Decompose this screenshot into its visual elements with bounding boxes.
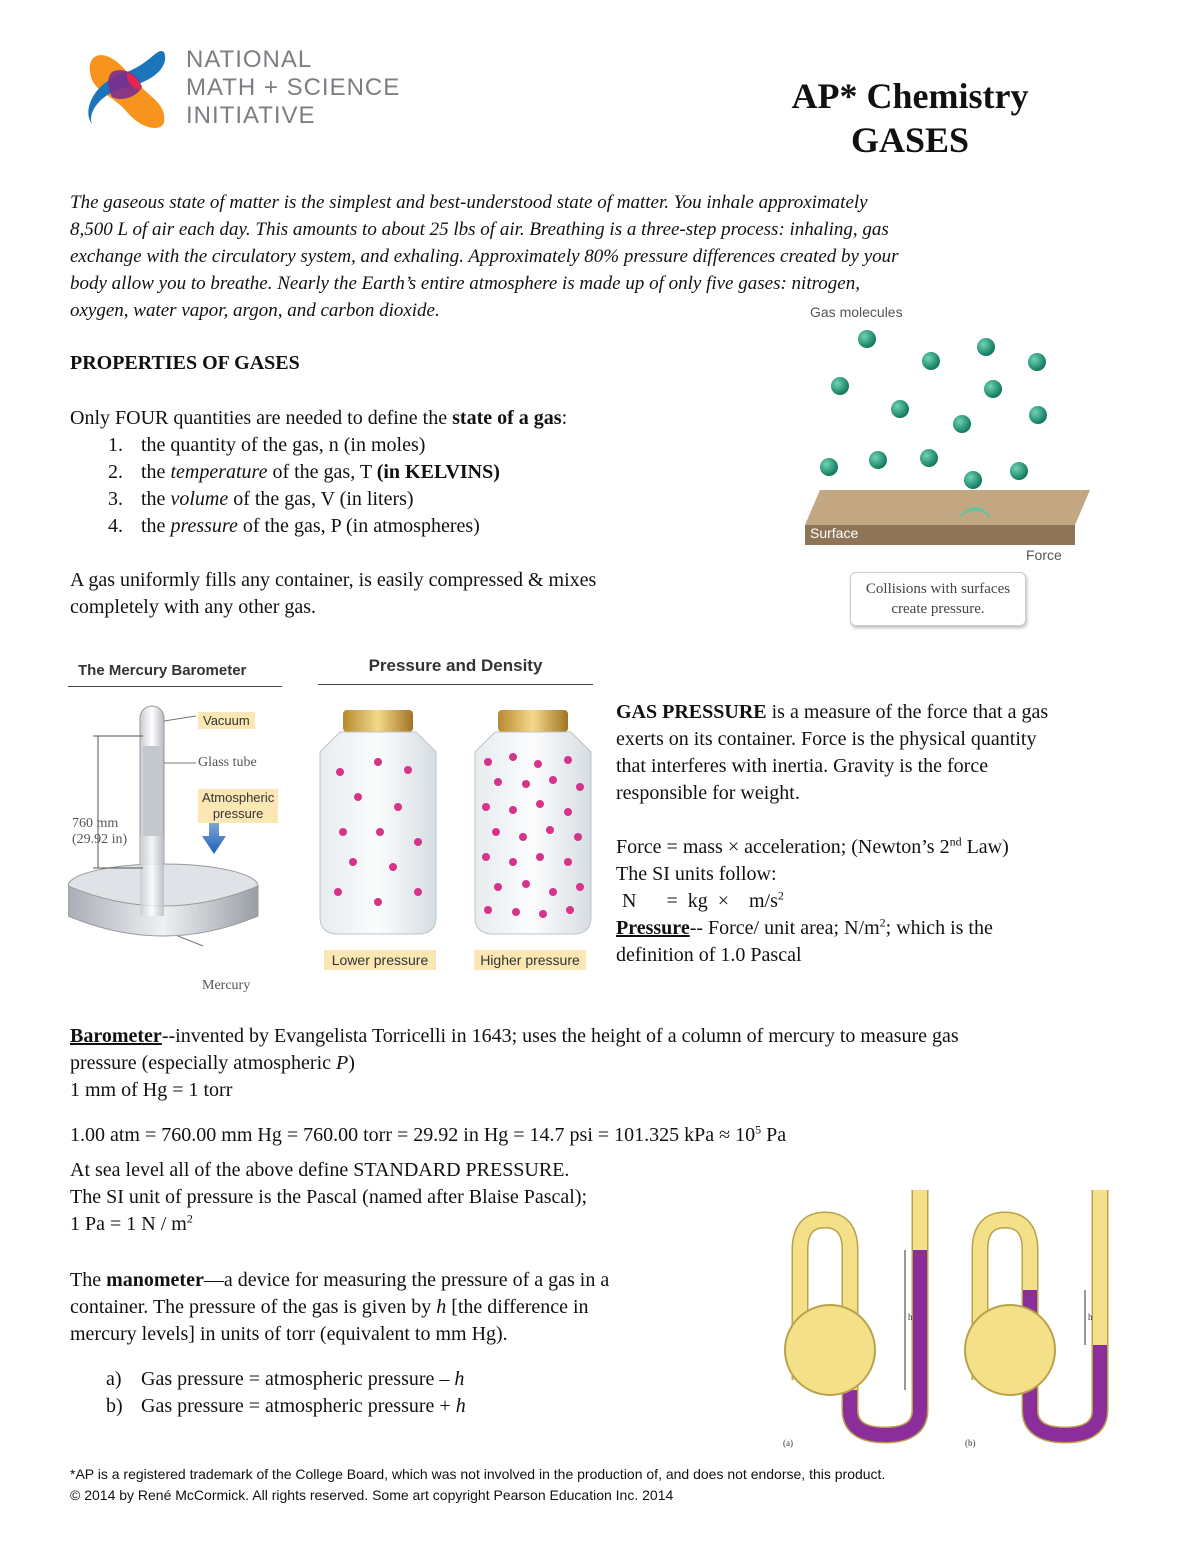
- gas-pressure-lead: GAS PRESSURE: [616, 701, 767, 723]
- list-item: [108, 486, 500, 513]
- mercury-label: Mercury: [202, 978, 251, 993]
- units-text: N = kg × m/s: [622, 890, 778, 912]
- pascal-line: definition of 1.0 Pascal: [616, 944, 802, 966]
- atm-line: pressure: [212, 806, 264, 821]
- barometer-line: 1 mm of Hg = 1 torr: [70, 1079, 233, 1101]
- force-text: Force = mass × acceleration; (Newton’s 2: [616, 836, 950, 858]
- surface-label: Surface: [810, 525, 859, 541]
- item-text: Gas pressure = atmospheric pressure +: [141, 1395, 456, 1417]
- list-item: [108, 513, 500, 540]
- manometer-a: [783, 1190, 920, 1448]
- barometer-text: ): [348, 1052, 355, 1074]
- intro-line: body allow you to breathe. Nearly the Earth’s entire atmosphere is made up of only five gases: nitrogen,: [70, 273, 860, 294]
- item-label: a): [106, 1368, 122, 1390]
- manometer-line: [70, 1267, 750, 1294]
- height-line: 760 mm: [72, 816, 119, 831]
- barometer-text: --invented by Evangelista Torricelli in 1643; uses the height of a column of mercury to measure gas: [161, 1025, 959, 1047]
- caption-line: create pressure.: [891, 601, 985, 617]
- gas-fills-text: [70, 567, 596, 621]
- properties-lead: [70, 405, 567, 432]
- item-text: the: [141, 488, 171, 510]
- conversion-text: Pa: [761, 1124, 787, 1146]
- svg-text:(b): (b): [965, 1438, 976, 1448]
- properties-heading: PROPERTIES OF GASES: [70, 352, 300, 374]
- item-text: of the gas, T: [267, 461, 377, 483]
- title-line-1: AP* Chemistry: [791, 76, 1029, 116]
- gas-pressure-line: exerts on its container. Force is the physical quantity: [616, 728, 1037, 750]
- force-text: Law): [961, 836, 1009, 858]
- page-footer: [70, 1464, 1150, 1506]
- lead-colon: :: [561, 407, 568, 429]
- molecules: [820, 330, 1047, 489]
- logo-line-3: INITIATIVE: [186, 102, 316, 129]
- footer-trademark: *AP is a registered trademark of the College Board, which was not involved in the production of, and does not endorse, this product.: [70, 1466, 886, 1482]
- gas-molecules-figure: [800, 300, 1090, 635]
- barometer-line: [70, 1023, 1160, 1050]
- lead-bold: state of a gas: [452, 407, 562, 429]
- properties-list: [108, 432, 500, 540]
- item-text: of the gas, V (in liters): [228, 488, 414, 510]
- footer-copyright: © 2014 by René McCormick. All rights reserved. Some art copyright Pearson Education Inc. 2014: [70, 1487, 674, 1503]
- list-item: [108, 432, 500, 459]
- item-italic: pressure: [170, 515, 238, 537]
- logo-line-2: MATH + SCIENCE: [186, 74, 401, 101]
- list-item: [108, 459, 500, 486]
- pressure-text: -- Force/ unit area; N/m: [689, 917, 880, 939]
- manometer-figure: [775, 1150, 1140, 1450]
- force-label: Force: [1026, 547, 1062, 563]
- higher-pressure-label: Higher pressure: [474, 950, 586, 970]
- collisions-caption: [850, 572, 1026, 626]
- manometer-text: The: [70, 1269, 107, 1291]
- pressure-text: ; which is the: [885, 917, 993, 939]
- vacuum-label: Vacuum: [198, 712, 255, 729]
- logo-line-1: NATIONAL: [186, 46, 313, 73]
- pressure-density-figure: [318, 654, 593, 984]
- height-label: [72, 816, 127, 848]
- manometer-line: [70, 1294, 750, 1321]
- manometer-italic: h: [436, 1296, 447, 1318]
- manometer-text: container. The pressure of the gas is given by: [70, 1296, 437, 1318]
- manometer-bold: manometer: [106, 1269, 204, 1291]
- item-text: the quantity of the gas, n (in moles): [141, 434, 426, 456]
- fills-line: completely with any other gas.: [70, 596, 317, 618]
- barometer-figure: [68, 656, 288, 1001]
- pascal-sup: 2: [186, 1211, 193, 1226]
- item-num: 1.: [108, 434, 123, 456]
- manometer-item: [70, 1366, 750, 1393]
- manometer-text: —a device for measuring the pressure of a gas in a: [203, 1269, 610, 1291]
- conversion-sup: 5: [755, 1122, 762, 1137]
- fills-line: A gas uniformly fills any container, is easily compressed & mixes: [70, 569, 597, 591]
- item-bold: (in KELVINS): [376, 461, 500, 483]
- manometer-line: mercury levels] in units of torr (equivalent to mm Hg).: [70, 1323, 508, 1345]
- gas-pressure-text: is a measure of the force that a gas: [766, 701, 1049, 723]
- manometer-b: [965, 1190, 1100, 1448]
- item-text: the: [141, 515, 171, 537]
- manometer-section: [70, 1267, 750, 1420]
- intro-line: The gaseous state of matter is the simplest and best-understood state of matter. You inhale approximately: [70, 192, 868, 213]
- intro-line: oxygen, water vapor, argon, and carbon dioxide.: [70, 300, 440, 321]
- intro-line: 8,500 L of air each day. This amounts to about 25 lbs of air. Breathing is a three-step process: inhaling, gas: [70, 219, 889, 240]
- svg-text:h: h: [1088, 1312, 1093, 1322]
- higher-pressure-jar: [475, 710, 591, 934]
- page-title: [740, 74, 1080, 162]
- height-line: (29.92 in): [72, 832, 128, 847]
- item-num: 4.: [108, 515, 123, 537]
- title-line-2: GASES: [850, 120, 970, 160]
- glass-tube-label: Glass tube: [198, 755, 257, 770]
- item-italic: volume: [170, 488, 229, 510]
- pressure-sup: 2: [879, 915, 886, 930]
- barometer-line: [70, 1050, 1160, 1077]
- item-text: the: [141, 461, 171, 483]
- si-units-line: The SI units follow:: [616, 863, 777, 885]
- item-italic: temperature: [170, 461, 268, 483]
- atmospheric-pressure-label: [198, 789, 278, 823]
- units-sup: 2: [777, 888, 784, 903]
- pascal-text: 1 Pa = 1 N / m: [70, 1213, 187, 1235]
- gas-pressure-line: [616, 699, 1156, 726]
- pressure-definition: [616, 915, 1156, 942]
- gas-pressure-section: [616, 699, 1156, 969]
- gas-pressure-line: responsible for weight.: [616, 782, 800, 804]
- barometer-lead: Barometer: [70, 1025, 162, 1047]
- item-var: h: [455, 1395, 466, 1417]
- gas-pressure-line: that interferes with inertia. Gravity is the force: [616, 755, 989, 777]
- svg-text:(a): (a): [783, 1438, 793, 1448]
- density-title: Pressure and Density: [368, 656, 543, 675]
- standard-pressure-line: At sea level all of the above define STANDARD PRESSURE.: [70, 1159, 570, 1181]
- conversion-line: [70, 1122, 1160, 1149]
- item-num: 3.: [108, 488, 123, 510]
- lead-text: Only FOUR quantities are needed to define the: [70, 407, 453, 429]
- svg-text:h: h: [908, 1312, 913, 1322]
- intro-line: exchange with the circulatory system, and exhaling. Approximately 80% pressure differences created by your: [70, 246, 899, 267]
- barometer-text: pressure (especially atmospheric: [70, 1052, 337, 1074]
- item-label: b): [106, 1395, 123, 1417]
- gas-molecules-label: Gas molecules: [810, 304, 903, 320]
- conversion-text: 1.00 atm = 760.00 mm Hg = 760.00 torr = 29.92 in Hg = 14.7 psi = 101.325 kPa ≈ 10: [70, 1124, 756, 1146]
- item-text: of the gas, P (in atmospheres): [237, 515, 480, 537]
- pressure-lead: Pressure: [616, 917, 690, 939]
- barometer-title: The Mercury Barometer: [78, 662, 247, 679]
- atm-line: Atmospheric: [202, 790, 275, 805]
- nmsi-logo: [82, 42, 172, 132]
- manometer-item: [70, 1393, 750, 1420]
- barometer-italic: P: [336, 1052, 349, 1074]
- units-equation: [616, 888, 1156, 915]
- lower-pressure-label: Lower pressure: [324, 950, 436, 970]
- item-text: Gas pressure = atmospheric pressure –: [141, 1368, 455, 1390]
- manometer-text: [the difference in: [446, 1296, 589, 1318]
- item-var: h: [454, 1368, 465, 1390]
- force-equation: [616, 834, 1156, 861]
- item-num: 2.: [108, 461, 123, 483]
- logo-text: [186, 46, 400, 130]
- caption-line: Collisions with surfaces: [865, 581, 1011, 597]
- force-sup: nd: [949, 834, 962, 849]
- si-pascal-line: The SI unit of pressure is the Pascal (named after Blaise Pascal);: [70, 1186, 588, 1208]
